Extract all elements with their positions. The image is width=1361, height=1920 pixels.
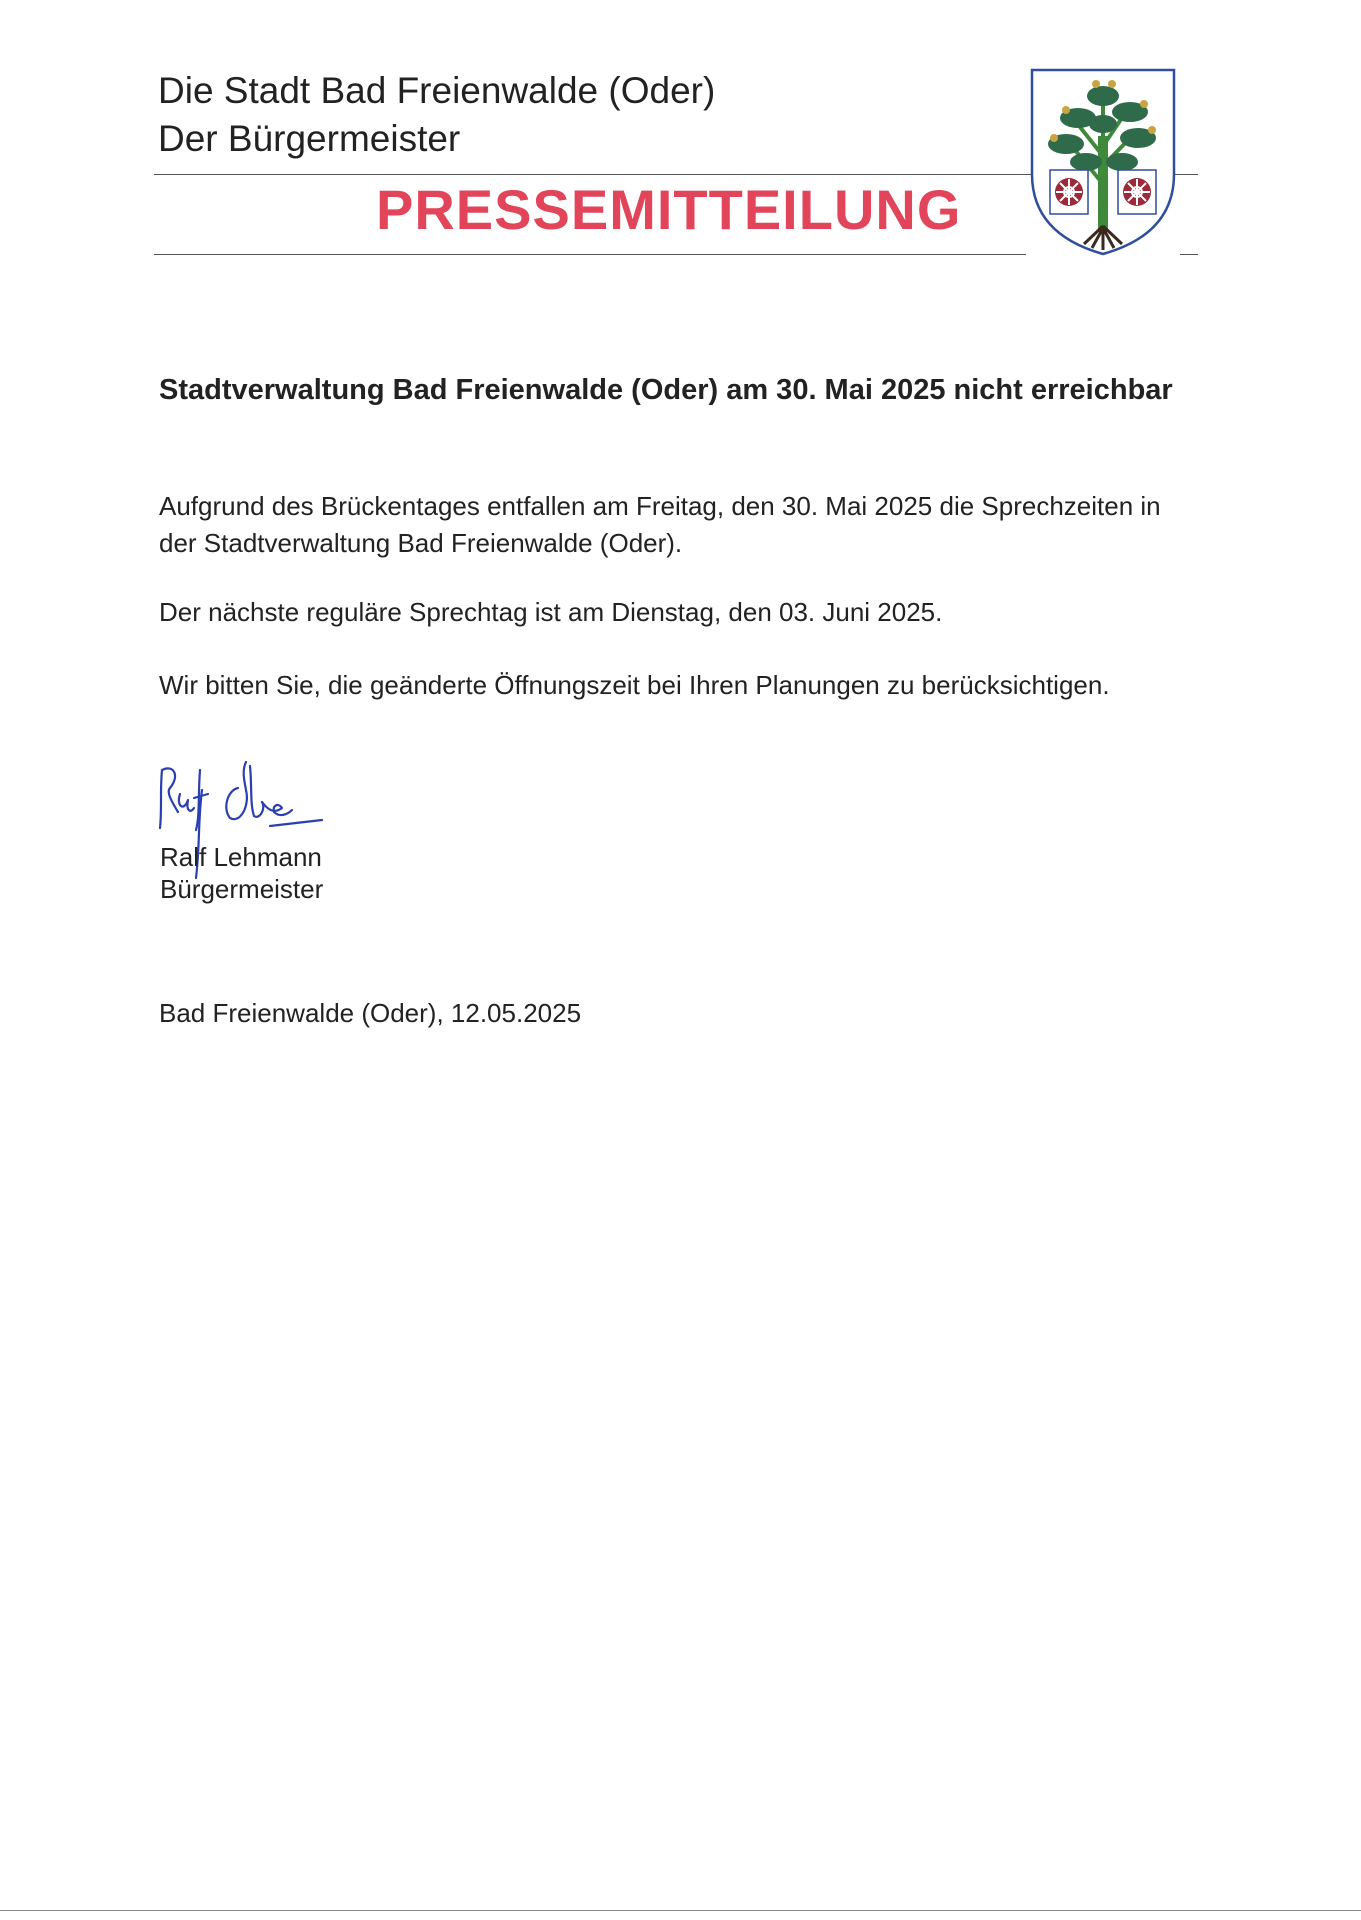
header-divider-bottom-tail — [1180, 254, 1198, 255]
release-paragraph-3: Wir bitten Sie, die geänderte Öffnungszeit bei Ihren Planungen zu berücksichtigen. — [159, 670, 1110, 700]
release-paragraph-2: Der nächste reguläre Sprechtag ist am Dienstag, den 03. Juni 2025. — [159, 597, 943, 627]
release-headline: Stadtverwaltung Bad Freienwalde (Oder) am 30. Mai 2025 nicht erreichbar — [159, 374, 1173, 406]
release-paragraph-1: Aufgrund des Brückentages entfallen am Freitag, den 30. Mai 2025 die Sprechzeiten in der Stadtverwaltung Bad Freienwalde (Oder). — [159, 491, 1161, 558]
header-divider-bottom — [154, 254, 1026, 255]
signer-role: Bürgermeister — [160, 874, 324, 904]
sender-office: Der Bürgermeister — [158, 118, 461, 159]
sender-city: Die Stadt Bad Freienwalde (Oder) — [158, 70, 716, 111]
page-bottom-edge — [0, 1910, 1361, 1911]
place-and-date: Bad Freienwalde (Oder), 12.05.2025 — [159, 998, 582, 1028]
coat-of-arms-oak-tree-icon — [1026, 66, 1180, 258]
signer-name: Ralf Lehmann — [160, 842, 322, 872]
press-release-title: PRESSEMITTEILUNG — [376, 178, 962, 241]
